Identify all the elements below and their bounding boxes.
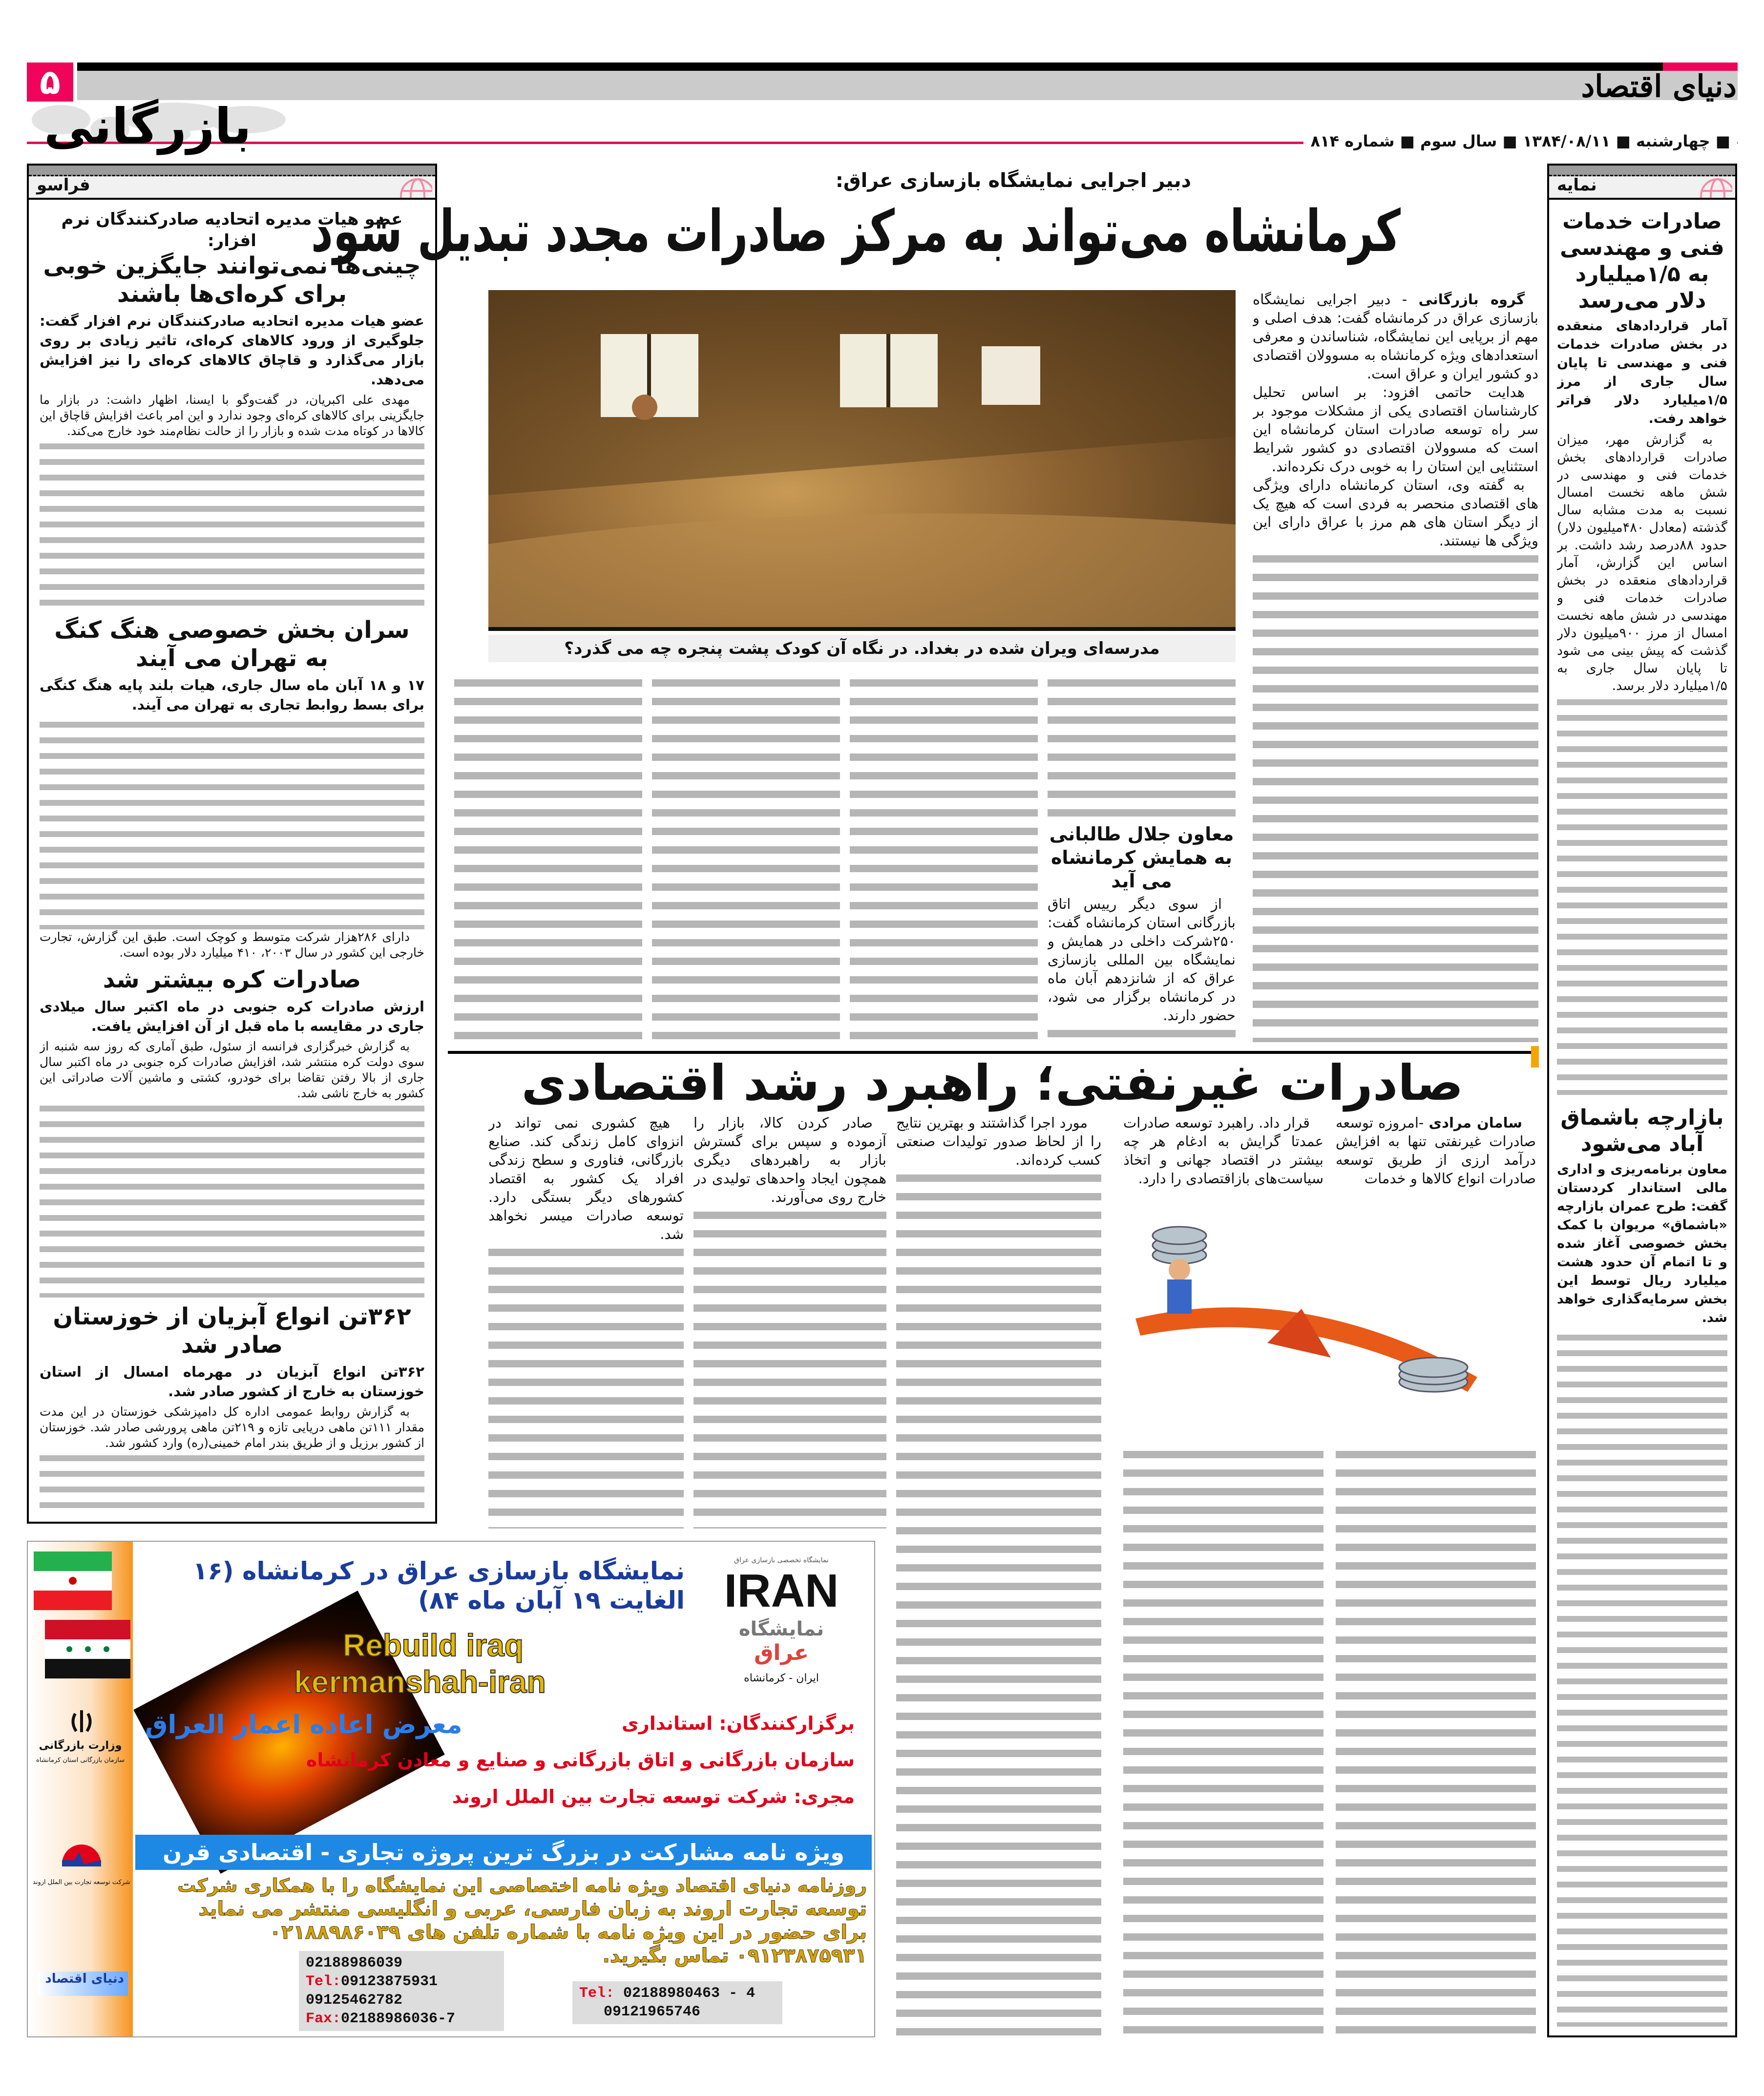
- emblem-icon: [69, 1708, 94, 1735]
- globe-icon: [398, 176, 432, 198]
- section-title: بازرگانی: [44, 98, 252, 155]
- article-photo: [488, 290, 1236, 631]
- ad-english-line-1: Rebuild iraq: [343, 1628, 524, 1663]
- iran-flag-icon: [34, 1551, 112, 1610]
- ad-brand: [708, 1556, 855, 1684]
- tel-label: Tel:: [306, 1973, 341, 1990]
- article-headline: صادرات غیرنفتی؛ راهبرد رشد اقتصادی: [521, 1054, 1464, 1111]
- news-item: [40, 1298, 424, 1513]
- news-item: [1557, 1095, 1727, 2027]
- news-title: چینی‌ها نمی‌توانند جایگزین خوبی برای کره‌ای‌ها باشند: [43, 252, 421, 308]
- article-column: [1336, 1446, 1536, 2037]
- ad-promo-2: توسعه تجارت اروند به زبان فارسی، عربی و انگلیسی منتشر می نماید: [198, 1898, 867, 1920]
- article-kicker: دبیر اجرایی نمایشگاه بازسازی عراق:: [835, 169, 1192, 192]
- page-number: ۵: [27, 63, 73, 102]
- ad-brand-iraq: عراق: [754, 1640, 809, 1665]
- news-title: صادرات کره بیشتر شد: [103, 966, 361, 993]
- phone-number[interactable]: 09123875931: [341, 1973, 438, 1990]
- photo-ruined-school: [488, 290, 1236, 627]
- globe-icon: [1698, 176, 1732, 198]
- photo-caption: مدرسه‌ای ویران شده در بغداد. در نگاه آن کودک پشت پنجره چه می گذرد؟: [488, 635, 1236, 662]
- illustration-coins-seesaw: [1106, 1196, 1490, 1436]
- ad-brand-small: نمایشگاه تخصصی بازسازی عراق: [734, 1556, 829, 1564]
- masthead-bar: [77, 63, 1738, 71]
- news-item: [1557, 209, 1727, 1095]
- article-intro: - دبیر اجرایی نمایشگاه بازسازی عراق در کرمانشاه گفت: هدف اصلی و مهم از برپایی این نمایشگاه، شناساندن و معرفی استعدادهای ویژه کرمانشاه به مسوولان اقتصادی دو کشور ایران و عراق است.: [1253, 291, 1538, 382]
- advertisement[interactable]: [27, 1541, 875, 2037]
- news-lead: معاون برنامه‌ریزی و اداری مالی استاندار کردستان گفت: طرح عمران بازارچه «باشماق» مریوان با کمک بخش خصوصی آغاز شده و تا اتمام آن حدود هشت میلیارد ریال توسط این بخش سرمایه‌گذاری خواهد شد.: [1557, 1162, 1727, 1325]
- article-paragraph: به گفته وی، استان کرمانشاه دارای ویژگی های اقتصادی منحصر به فردی است که هیچ یک از دیگر استان های هم مرز با عراق دارای این ویژگی ها نیستند.: [1253, 477, 1538, 549]
- news-body: به گزارش مهر، میزان صادرات قراردادهای بخش خدمات فنی و مهندسی در شش ماهه نخست امسال نسبت به مدت مشابه سال گذشته (معادل ۴۸۰میلیون دلار) حدود ۸۸درصد رشد داشت. بر اساس این گزارش، آمار قراردادهای منعقده در بخش صادرات خدمات فنی و مهندسی در شش ماهه نخست امسال از مرز ۹۰۰میلیون دلار گذشت که پیش بینی می شود تا پایان سال جاری به ۱/۵میلیارد دلار برسد.: [1557, 432, 1727, 693]
- article-subhead: معاون جلال طالبانی به همایش کرمانشاه می آید: [1049, 823, 1234, 892]
- news-item: [40, 209, 424, 609]
- article-paragraph: هیچ کشوری نمی تواند در انزوای کامل زندگی کند. صنایع بازرگانی، فناوری و سطح زندگی افراد یک کشور به اقتصاد کشورهای دیگر بستگی دارد. توسعه صادرات میسر نخواهد شد.: [488, 1114, 684, 1242]
- article-column: [1123, 1446, 1323, 2037]
- fax-label: Fax:: [306, 2011, 341, 2027]
- fax-number[interactable]: 02188986036-7: [341, 2011, 456, 2027]
- article-intro: -امروزه توسعه صادرات غیرنفتی تنها به افزایش درآمد ارزی از طریق توسعه صادرات انواع کالاها و خدمات: [1336, 1114, 1536, 1187]
- ministry-subname: سازمان بازرگانی استان کرمانشاه: [36, 1757, 125, 1764]
- ad-brand-location: ایران - کرمانشاه: [744, 1672, 819, 1684]
- ad-arabic-line: معرض اعاده اعمار العراق: [145, 1710, 462, 1740]
- article-column: [693, 1113, 886, 1529]
- phone-number[interactable]: 09125462782: [306, 1992, 403, 2009]
- ad-brand-name: نمایشگاه: [738, 1618, 824, 1640]
- ad-main: [133, 1542, 874, 2036]
- ad-banner: ویژه نامه مشارکت در بزرگ ترین پروژه تجاری - اقتصادی قرن: [135, 1835, 872, 1870]
- article-paragraph: از سوی دیگر رییس اتاق بازرگانی استان کرمانشاه گفت: ۲۵۰شرکت داخلی در همایش و نمایشگاه بین المللی بازسازی عراق که از شانزدهم آبان ماه در کرمانشاه برگزار می شود، حضور دارند.: [1048, 896, 1236, 1024]
- iraq-flag-icon: [45, 1620, 130, 1678]
- ad-promo-1: روزنامه دنیای اقتصاد ویژه نامه اختصاصی این نمایشگاه را با همکاری شرکت: [177, 1875, 867, 1896]
- masthead-band: [77, 71, 1738, 100]
- ad-title: نمایشگاه بازسازی عراق در کرمانشاه (۱۶ الغایت ۱۹ آبان ماه ۸۴): [192, 1557, 685, 1614]
- phone-number[interactable]: 02188986039: [306, 1955, 403, 1971]
- phone-number[interactable]: 09121965746: [604, 2004, 701, 2020]
- phone-number[interactable]: 02188980463 - 4: [623, 1985, 756, 2002]
- article-column: [1048, 674, 1236, 1043]
- tel-label: Tel:: [579, 1985, 615, 2002]
- news-lead: آمار قراردادهای منعقده در بخش صادرات خدمات فنی و مهندسی تا پایان سال جاری از مرز ۱/۵میلیارد دلار فراتر خواهد رفت.: [1557, 318, 1727, 426]
- news-title: سران بخش خصوصی هنگ کنگ به تهران می آیند: [54, 616, 410, 672]
- left-news-box: [27, 198, 437, 1524]
- news-lead: ارزش صادرات کره جنوبی در ماه اکتبر سال میلادی جاری در مقایسه با ماه قبل از آن افزایش یافت.: [40, 998, 424, 1034]
- article-column: [1123, 1113, 1323, 1188]
- article-column: [488, 1113, 684, 1529]
- company-name: شرکت توسعه تجارت بین الملل اروند: [33, 1879, 130, 1886]
- ministry-name: وزارت بازرگانی: [39, 1740, 122, 1752]
- ad-promo-3: برای حضور در این ویژه نامه با شماره تلفن های ۰۲۱۸۸۹۸۶۰۳۹: [269, 1921, 867, 1944]
- article-column: [1253, 290, 1538, 1042]
- article-column: [1336, 1113, 1536, 1188]
- ad-organizers-2: سازمان بازرگانی و اتاق بازرگانی و صنایع و معادن کرمانشاه: [306, 1749, 855, 1771]
- right-news-box: [1547, 198, 1737, 2037]
- article-column: [850, 674, 1038, 1043]
- article-column: [896, 1113, 1101, 2037]
- article-column: [652, 674, 840, 1043]
- ad-sidebar: [28, 1542, 133, 2036]
- news-title: ۳۶۲تن انواع آبزیان از خوزستان صادر شد: [53, 1303, 411, 1359]
- article-paragraph: مورد اجرا گذاشتند و بهترین نتایج را از لحاظ صدور تولیدات صنعتی کسب کرده‌اند.: [896, 1114, 1101, 1168]
- ad-promo-4: ۰۹۱۲۳۸۷۵۹۳۱ تماس بگیرید.: [602, 1945, 867, 1967]
- ad-phones-right[interactable]: [572, 1981, 782, 2024]
- news-body: دارای ۲۸۶هزار شرکت متوسط و کوچک است. طبق این گزارش، تجارت خارجی این کشور در سال ۲۰۰۳، ۴۱۰ میلیارد دلار بوده است.: [40, 930, 424, 960]
- news-kicker: عضو هیات مدیره اتحادیه صادرکنندگان نرم افزار:: [61, 210, 403, 251]
- right-box-header: [1547, 164, 1737, 198]
- section-rule: [448, 1051, 1532, 1054]
- ad-english-line-2: kermanshah-iran: [294, 1664, 546, 1699]
- issue-dateline: ■ چهارشنبه ■ ۱۳۸۴/۰۸/۱۱ ■ سال سوم ■ شماره ۸۱۴: [1303, 132, 1737, 150]
- newspaper-logo: دنیای اقتصاد: [1581, 68, 1737, 104]
- article-byline: گروه بازرگانی: [1418, 291, 1525, 308]
- article-headline: کرمانشاه می‌تواند به مرکز صادرات مجدد تبدیل شود: [311, 197, 1401, 265]
- right-box-label: نمایه: [1557, 175, 1597, 195]
- newspaper-logo-small: دنیای اقتصاد: [38, 1971, 128, 1996]
- article-byline: سامان مرادی: [1428, 1114, 1522, 1131]
- ad-executor: مجری: شرکت توسعه تجارت بین الملل اروند: [452, 1786, 855, 1807]
- news-title: صادرات خدمات فنی و مهندسی به ۱/۵میلیارد دلار می‌رسد: [1560, 209, 1724, 313]
- news-lead: ۱۷ و ۱۸ آبان ماه سال جاری، هیات بلند پایه هنگ کنگی برای بسط روابط تجاری به تهران می آیند.: [40, 677, 424, 713]
- article-paragraph: صادر کردن کالا، بازار را آزموده و سپس برای گسترش بازار به راهبردهای دیگری همچون ایجاد واحدهای تولیدی در خارج روی می‌آورند.: [693, 1114, 886, 1205]
- ad-brand-big: IRAN: [724, 1565, 839, 1617]
- article-paragraph: قرار داد. راهبرد توسعه صادرات عمدتا گرایش به ادغام هر چه بیشتر در اقتصاد جهانی و اتخاذ سیاست‌های بازاقتصادی را دارد.: [1123, 1114, 1323, 1187]
- news-body: مهدی علی اکبریان، در گفت‌وگو با ایسنا، اظهار داشت: در بازار ما جایگزینی برای کالاهای کره‌ای وجود ندارد و این امر باعث افزایش قاچاق این کالاها در کوتاه مدت شده و بازار را از حالت نظام‌مند خود خارج می‌کند.: [40, 393, 424, 438]
- news-title: بازارچه باشماق آباد می‌شود: [1560, 1105, 1724, 1156]
- ad-phones-left[interactable]: [299, 1951, 504, 2031]
- news-body: به گزارش روابط عمومی اداره کل دامپزشکی خوزستان در این مدت مقدار ۱۱۱تن ماهی دریایی تازه و ۲۱۹تن ماهی پرورشی صادر شد. خوزستان از کشور برزیل و از طریق بندر امام خمینی(ره) وارد کشور شد.: [40, 1404, 424, 1450]
- news-body: به گزارش خبرگزاری فرانسه از سئول، طبق آماری که روز سه شنبه از سوی دولت کره منتشر شد، افزایش صادرات کره جنوبی در ماه اکتبر سال جاری از بالا رفتن تقاضا برای خودرو، کشتی و ماشین آلات صادراتی این کشور به خارج ناشی شد.: [40, 1039, 424, 1100]
- article-paragraph: هدایت حاتمی افزود: بر اساس تحلیل کارشناسان اقتصادی یکی از مشکلات موجود بر سر راه توسعه صادرات استان کرمانشاه این است که مسوولان اقتصادی دو کشور شرایط استثنایی این استان را به خوبی درک نکرده‌اند.: [1253, 384, 1538, 475]
- article-column: [454, 674, 642, 1043]
- ad-organizers: برگزارکنندگان: استانداری: [622, 1713, 855, 1734]
- news-lead: عضو هیات مدیره اتحادیه صادرکنندگان نرم افزار گفت: جلوگیری از ورود کالاهای کره‌ای، تاثیر زیادی بر روی بازار می‌گذارد و قاچاق کالاهای کره‌ای را نیز افزایش می‌دهد.: [40, 313, 424, 388]
- left-box-header: [27, 164, 437, 198]
- left-box-label: فراسو: [37, 175, 90, 195]
- news-lead: ۳۶۲تن انواع آبزیان در مهرماه امسال از استان خوزستان به خارج از کشور صادر شد.: [40, 1363, 424, 1400]
- news-item: [40, 961, 424, 1298]
- news-item: [40, 609, 424, 961]
- company-logo-icon: [60, 1830, 104, 1869]
